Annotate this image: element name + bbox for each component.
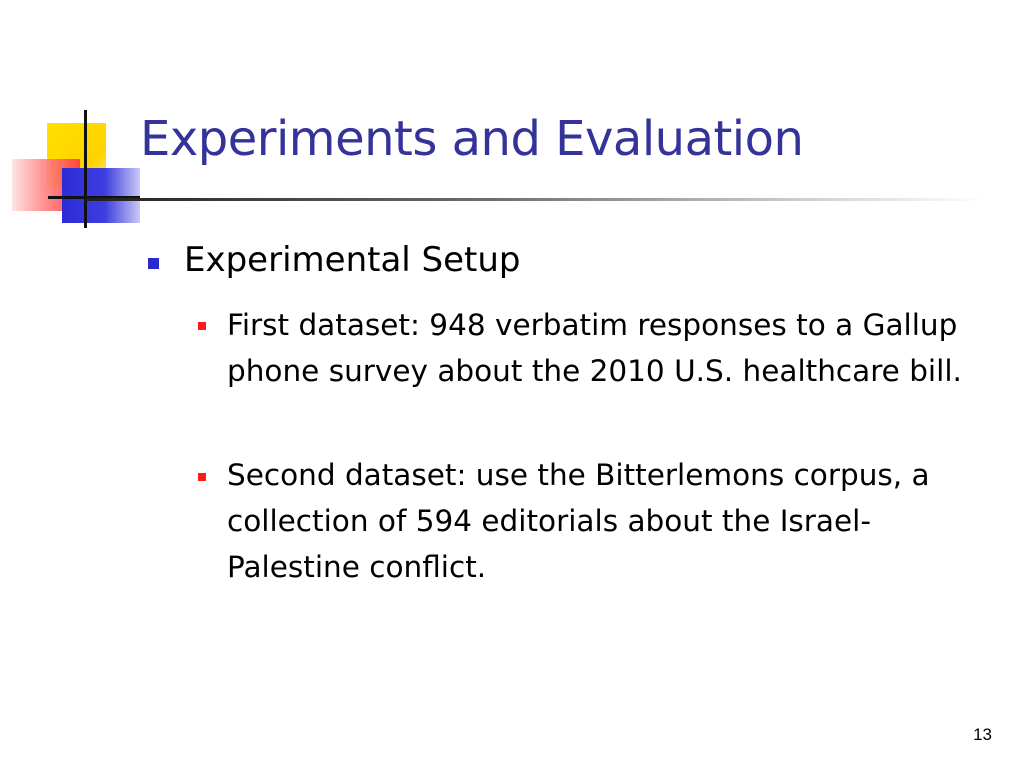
bullet-experimental-setup: Experimental Setup — [184, 240, 521, 280]
slide-title: Experiments and Evaluation — [140, 111, 804, 167]
square-bullet-icon — [198, 473, 206, 481]
square-bullet-icon — [198, 322, 206, 330]
sub-bullet-first-dataset: First dataset: 948 verbatim responses to a Gallup phone survey about the 2010 U.S. healthcare bill. — [227, 308, 962, 388]
sub-bullet-second-dataset: Second dataset: use the Bitterlemons corpus, a collection of 594 editorials about the Israel-Palestine conflict. — [227, 458, 930, 584]
slide-number: 13 — [973, 725, 992, 744]
square-bullet-icon — [148, 258, 159, 269]
